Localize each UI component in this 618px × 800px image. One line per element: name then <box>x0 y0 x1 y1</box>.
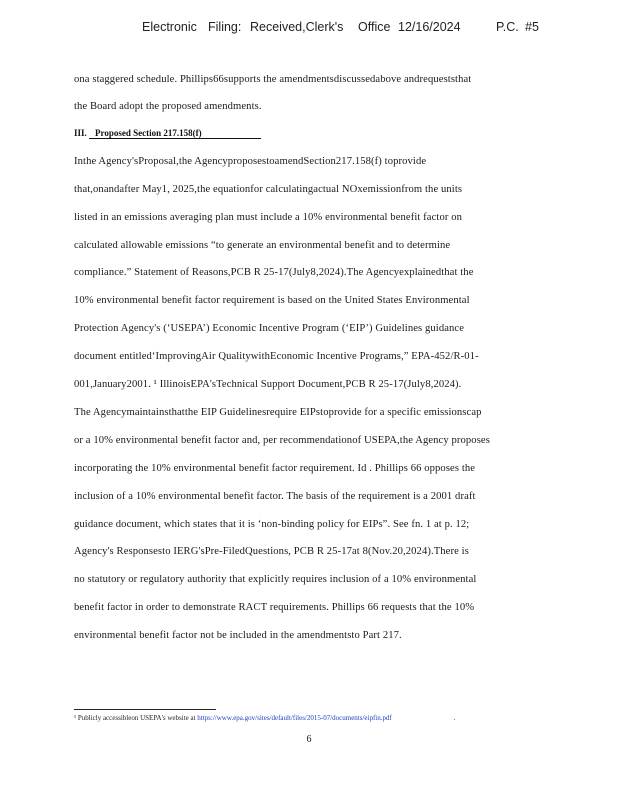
page-number: 6 <box>306 734 312 745</box>
footnote-marker: ¹ <box>74 714 77 722</box>
header-date: 12/16/2024 <box>398 20 461 34</box>
body-line: ona staggered schedule. Phillips66supports the amendmentsdiscussedabove andrequeststhat <box>74 74 472 85</box>
body-line: that,onandafter May1, 2025,the equationfor calculatingactual NOxemissionfrom the units <box>74 184 463 195</box>
footnote-link[interactable]: https://www.epa.gov/sites/default/files/2015-07/documents/eipfin.pdf <box>197 714 392 722</box>
footnote <box>74 714 455 722</box>
body-line: the Board adopt the proposed amendments. <box>74 101 262 112</box>
body-line: listed in an emissions averaging plan must include a 10% environmental benefit factor on <box>74 212 463 223</box>
body-line: benefit factor in order to demonstrate RACT requirements. Phillips 66 requests that the 10% <box>74 602 475 613</box>
body-line: no statutory or regulatory authority that explicitly requires inclusion of a 10% environmental <box>74 574 477 585</box>
header-filing: Filing: <box>208 20 242 34</box>
section-heading <box>74 128 261 139</box>
body-line: guidance document, which states that it is ‘non-binding policy for EIPs”. See fn. 1 at p. 12; <box>74 519 470 530</box>
body-line: compliance.” Statement of Reasons,PCB R 25-17(July8,2024).The Agencyexplainedthat the <box>74 267 474 278</box>
body-line: incorporating the 10% environmental benefit factor requirement. Id . Phillips 66 opposes the <box>74 463 476 474</box>
footnote-trailing: . <box>453 714 456 722</box>
body-line: The Agencymaintainsthatthe EIP Guidelinesrequire EIPstoprovide for a specific emissionscap <box>74 407 482 418</box>
body-line: 10% environmental benefit factor requirement is based on the United States Environmental <box>74 295 470 306</box>
body-line: Protection Agency's (‘USEPA’) Economic Incentive Program (‘EIP’) Guidelines guidance <box>74 323 465 334</box>
body-line: 001,January2001. ¹ IllinoisEPA'sTechnical Support Document,PCB R 25-17(July8,2024). <box>74 379 462 390</box>
section-title: Proposed Section 217.158(f) <box>89 128 261 139</box>
body-line: or a 10% environmental benefit factor and, per recommendationof USEPA,the Agency proposes <box>74 435 490 446</box>
header-pc-label: P.C. <box>496 20 519 34</box>
body-line: calculated allowable emissions “to generate an environmental benefit and to determine <box>74 240 451 251</box>
header-received: Received,Clerk's <box>250 20 344 34</box>
header-electronic: Electronic <box>142 20 197 34</box>
body-line: Agency's Responsesto IERG'sPre-FiledQuestions, PCB R 25-17at 8(Nov.20,2024).There is <box>74 546 469 557</box>
body-line: inclusion of a 10% environmental benefit factor. The basis of the requirement is a 2001 draft <box>74 491 476 502</box>
footnote-text: Publicly accessibleon USEPA's website at <box>77 714 196 722</box>
body-line: environmental benefit factor not be included in the amendmentsto Part 217. <box>74 630 402 641</box>
section-numeral: III. <box>74 128 87 138</box>
header-office: Office <box>358 20 391 34</box>
body-line: Inthe Agency'sProposal,the AgencyproposestoamendSection217.158(f) toprovide <box>74 156 427 167</box>
body-line: document entitled‘ImprovingAir QualitywithEconomic Incentive Programs,” EPA-452/R-01- <box>74 351 479 362</box>
header-pc-number: #5 <box>525 20 539 34</box>
footnote-divider <box>74 709 216 710</box>
